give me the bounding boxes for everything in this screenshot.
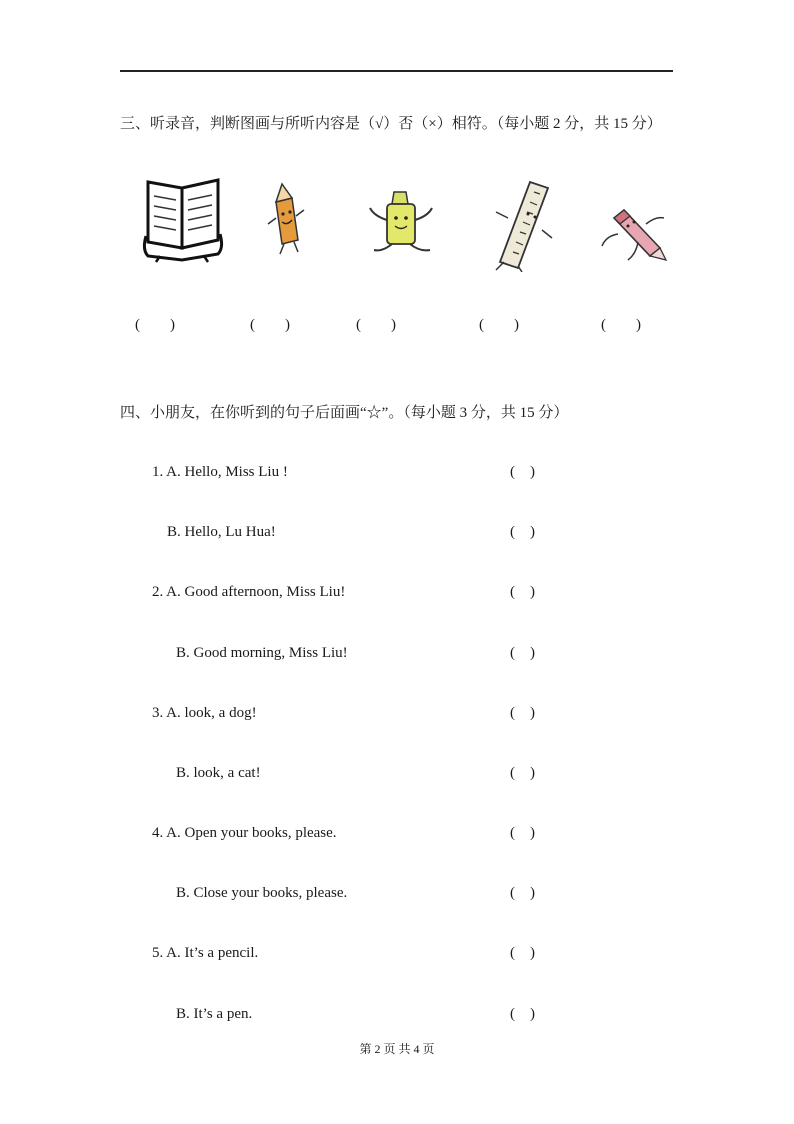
question-3b: B. look, a cat! [176,765,261,781]
answer-blank-2a[interactable]: ( ) [510,584,535,600]
answer-blank-4b[interactable]: ( ) [510,885,535,901]
question-4a: 4. A. Open your books, please. [152,825,337,841]
answer-blank-2b[interactable]: ( ) [510,645,535,661]
glue-icon [360,180,442,264]
answer-blank-1a[interactable]: ( ) [510,464,535,480]
answer-blank-3[interactable]: ( ) [356,317,396,333]
question-4b: B. Close your books, please. [176,885,348,901]
page-number: 第 2 页 共 4 页 [359,1042,435,1056]
header-rule [120,70,673,72]
answer-blank-4a[interactable]: ( ) [510,825,535,841]
answer-blank-1b[interactable]: ( ) [510,524,535,540]
answer-blank-2[interactable]: ( ) [250,317,290,333]
answer-blank-3a[interactable]: ( ) [510,705,535,721]
answer-blank-5a[interactable]: ( ) [510,945,535,961]
question-2b: B. Good morning, Miss Liu! [176,645,348,661]
question-3a: 3. A. look, a dog! [152,705,257,721]
answer-blank-1[interactable]: ( ) [135,317,175,333]
answer-blank-3b[interactable]: ( ) [510,765,535,781]
section-4-title: 四、小朋友，在你听到的句子后面画“☆”。（每小题 3 分，共 15 分） [120,405,569,421]
pencil-icon [262,178,308,258]
answer-blank-5[interactable]: ( ) [601,317,641,333]
ruler-icon [490,178,556,272]
book-icon [142,170,226,264]
question-5a: 5. A. It’s a pencil. [152,945,259,961]
section-3-title: 三、听录音，判断图画与所听内容是（√）否（×）相符。（每小题 2 分，共 15 分） [120,116,662,132]
question-2a: 2. A. Good afternoon, Miss Liu! [152,584,346,600]
question-1a: 1. A. Hello, Miss Liu ! [152,464,288,480]
answer-blank-5b[interactable]: ( ) [510,1006,535,1022]
question-5b: B. It’s a pen. [176,1006,253,1022]
pen-icon [598,198,674,274]
answer-blank-4[interactable]: ( ) [479,317,519,333]
question-1b: B. Hello, Lu Hua! [167,524,276,540]
